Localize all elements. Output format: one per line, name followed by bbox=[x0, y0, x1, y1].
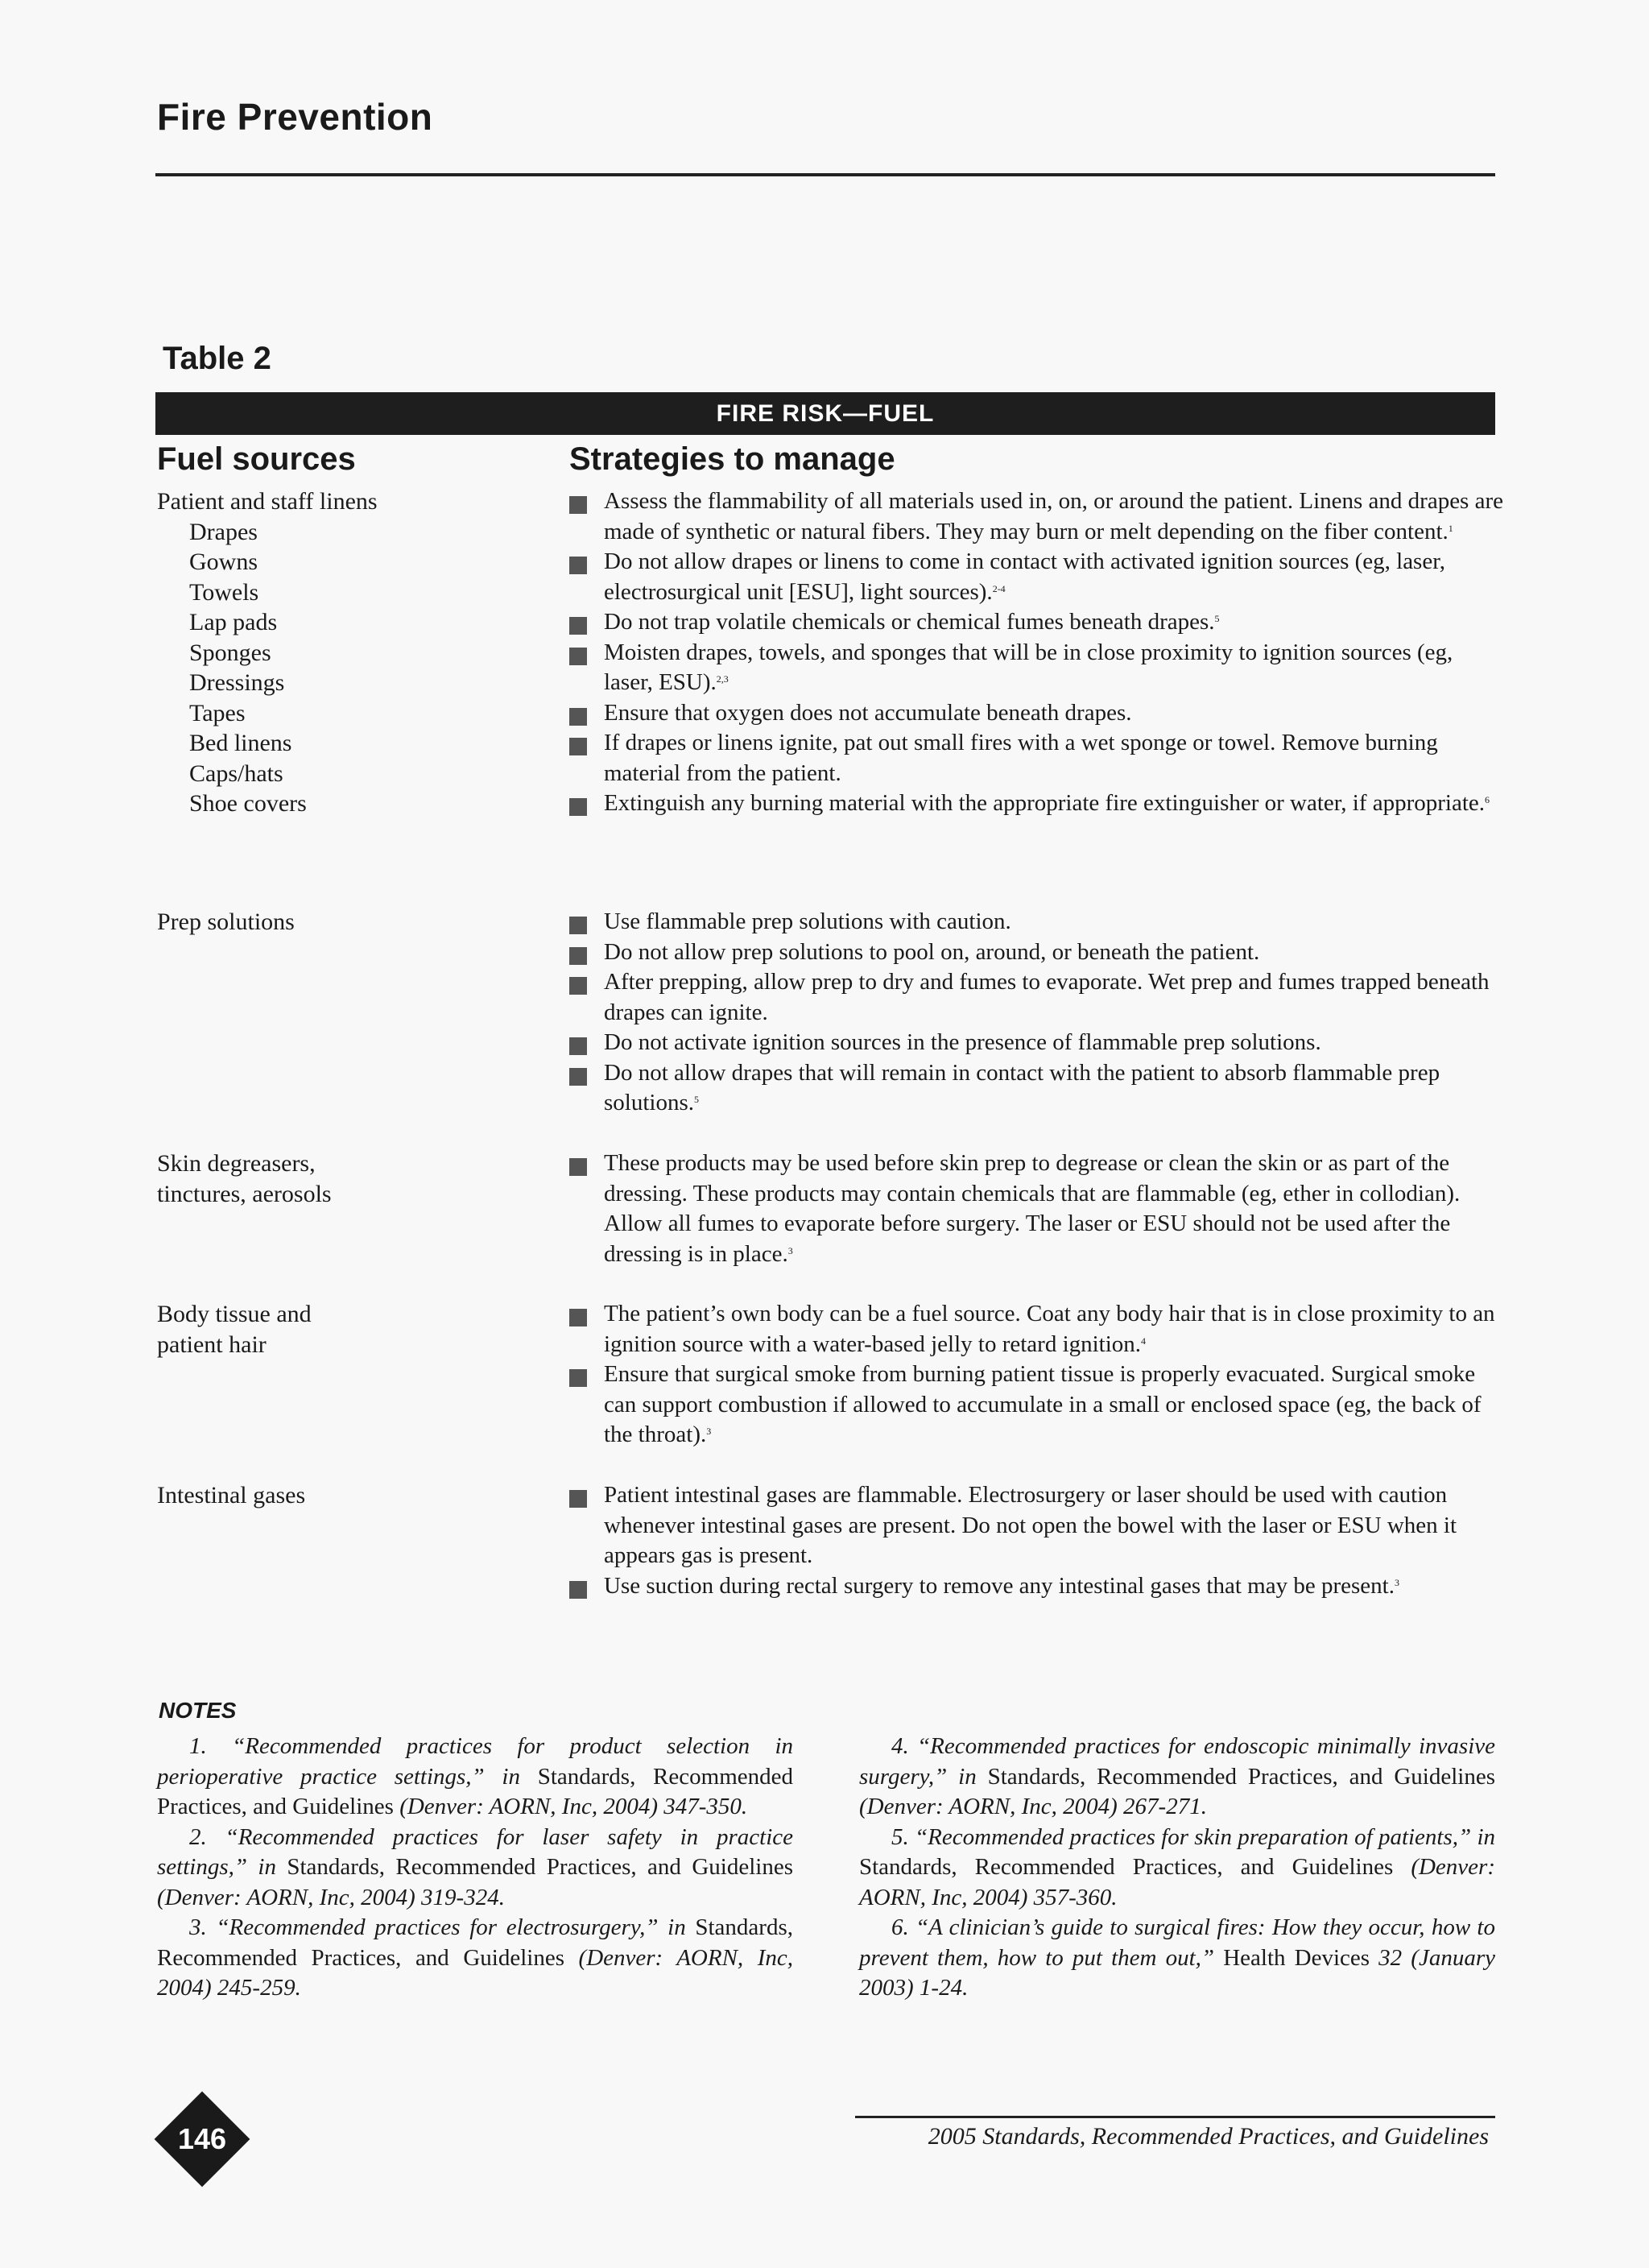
note-source: Standards, Recommended Practices, and Guidelines bbox=[157, 1763, 793, 1819]
section-title: Fire Prevention bbox=[157, 96, 433, 138]
strategy-text: Do not allow drapes or linens to come in contact with activated ignition sources (eg, laser, electrosurgical unit [ESU], light sources). bbox=[604, 548, 1445, 605]
note-title: 5. “Recommended practices for skin preparation of patients,” in bbox=[891, 1823, 1495, 1850]
fuel-source-label: Intestinal gases bbox=[157, 1482, 306, 1509]
fuel-source-cell bbox=[157, 486, 543, 819]
strategy-bullet-item bbox=[569, 788, 1503, 819]
page-number-badge bbox=[154, 2091, 250, 2187]
note-publication: (Denver: AORN, Inc, 2004) 347-350. bbox=[399, 1794, 748, 1819]
note-source: Standards, Recommended Practices, and Guidelines bbox=[987, 1763, 1495, 1790]
note-source: Standards, Recommended Practices, and Guidelines bbox=[859, 1854, 1411, 1880]
strategy-bullet-item bbox=[569, 1571, 1503, 1602]
fuel-source-subitem: Caps/hats bbox=[189, 759, 283, 787]
note-title: 3. “Recommended practices for electrosurgery,” in bbox=[189, 1914, 696, 1940]
fuel-source-cell bbox=[157, 1480, 543, 1511]
note-title: 6. “A clinician’s guide to surgical fires: How they occur, how to prevent them, how to put them out,” bbox=[859, 1914, 1495, 1971]
footer-divider bbox=[855, 2116, 1495, 2118]
column-header-fuel-sources: Fuel sources bbox=[157, 441, 356, 477]
note-source: Standards, Recommended Practices, and Guidelines bbox=[287, 1854, 793, 1880]
reference-note bbox=[157, 1732, 793, 1823]
fuel-source-cell bbox=[157, 907, 543, 937]
fuel-source-subitem: Towels bbox=[189, 578, 259, 606]
page-number: 146 bbox=[177, 2122, 227, 2155]
fuel-source-subitem: Dressings bbox=[189, 669, 285, 696]
strategy-bullet-item bbox=[569, 1148, 1503, 1269]
table-label: Table 2 bbox=[163, 341, 271, 376]
fuel-source-subitem: Bed linens bbox=[189, 730, 292, 756]
notes-column-left bbox=[157, 1732, 793, 2004]
strategy-bullet-item bbox=[569, 1480, 1503, 1571]
note-source: Health Devices bbox=[1223, 1944, 1379, 1971]
strategy-bullet-item bbox=[569, 1360, 1503, 1451]
strategy-bullet-item bbox=[569, 1058, 1503, 1119]
reference-note bbox=[859, 1913, 1495, 2004]
fuel-source-label: Prep solutions bbox=[157, 908, 295, 935]
fuel-source-subitem: Shoe covers bbox=[189, 790, 307, 817]
strategy-bullet-item bbox=[569, 698, 1503, 729]
reference-note bbox=[157, 1823, 793, 1914]
fuel-source-subitem: Tapes bbox=[189, 699, 246, 726]
fuel-source-label: Body tissue and bbox=[157, 1301, 312, 1327]
note-title: 2. “Recommended practices for laser safety in practice settings,” in bbox=[157, 1823, 793, 1880]
reference-superscript: 3 bbox=[1394, 1576, 1399, 1588]
notes-heading: NOTES bbox=[159, 1698, 237, 1723]
reference-superscript: 5 bbox=[694, 1094, 699, 1105]
note-title: 1. “Recommended practices for product selection in perioperative practice settings,” in bbox=[157, 1733, 793, 1790]
strategy-text: After prepping, allow prep to dry and fumes to evaporate. Wet prep and fumes trapped beneath drapes can ignite. bbox=[604, 969, 1490, 1025]
fuel-source-cell bbox=[157, 1148, 543, 1209]
strategy-text: Moisten drapes, towels, and sponges that will be in close proximity to ignition sources (eg, laser, ESU). bbox=[604, 639, 1453, 695]
strategy-text: Ensure that surgical smoke from burning patient tissue is properly evacuated. Surgical smoke can support combustion if allowed to accumulate in a small or enclosed space (eg, the back of the throat). bbox=[604, 1361, 1482, 1447]
strategy-text: Do not allow prep solutions to pool on, around, or beneath the patient. bbox=[604, 938, 1260, 965]
strategies-list bbox=[569, 1148, 1503, 1269]
strategy-text: The patient’s own body can be a fuel source. Coat any body hair that is in close proximity to an ignition source with a water-based jelly to retard ignition. bbox=[604, 1301, 1495, 1357]
strategy-text: Assess the flammability of all materials used in, on, or around the patient. Linens and drapes are made of synthetic or natural fibers. They may burn or melt depending on the fiber content. bbox=[604, 488, 1503, 544]
strategy-bullet-item bbox=[569, 607, 1503, 638]
fuel-source-subitem: Lap pads bbox=[189, 609, 278, 635]
fuel-source-subitem: Sponges bbox=[189, 639, 271, 666]
strategy-bullet-item bbox=[569, 638, 1503, 698]
strategy-text: Ensure that oxygen does not accumulate beneath drapes. bbox=[604, 699, 1132, 726]
strategies-list bbox=[569, 907, 1503, 1119]
note-publication: 32 (January 2003) 1-24. bbox=[859, 1944, 1495, 2001]
strategy-bullet-item bbox=[569, 937, 1503, 968]
strategy-bullet-item bbox=[569, 486, 1503, 547]
reference-superscript: 3 bbox=[706, 1426, 712, 1437]
strategy-bullet-item bbox=[569, 1299, 1503, 1360]
fuel-source-subitem: Gowns bbox=[189, 548, 258, 575]
note-publication: (Denver: AORN, Inc, 2004) 245-259. bbox=[157, 1944, 793, 2001]
note-publication: (Denver: AORN, Inc, 2004) 267-271. bbox=[859, 1794, 1207, 1819]
note-publication: (Denver: AORN, Inc, 2004) 319-324. bbox=[157, 1884, 505, 1910]
reference-superscript: 2,3 bbox=[716, 673, 729, 685]
strategy-text: If drapes or linens ignite, pat out small fires with a wet sponge or towel. Remove burning material from the patient. bbox=[604, 730, 1438, 786]
reference-note bbox=[859, 1823, 1495, 1914]
strategies-list bbox=[569, 486, 1503, 819]
reference-superscript: 4 bbox=[1141, 1335, 1147, 1347]
strategies-list bbox=[569, 1480, 1503, 1601]
header-divider bbox=[155, 173, 1495, 176]
note-publication: (Denver: AORN, Inc, 2004) 357-360. bbox=[859, 1854, 1495, 1910]
strategies-list bbox=[569, 1299, 1503, 1451]
reference-superscript: 2-4 bbox=[992, 582, 1006, 594]
fuel-source-label: tinctures, aerosols bbox=[157, 1180, 332, 1207]
notes-column-right bbox=[859, 1732, 1495, 2004]
reference-superscript: 6 bbox=[1485, 794, 1490, 805]
reference-superscript: 5 bbox=[1214, 613, 1220, 624]
strategy-text: Do not trap volatile chemicals or chemical fumes beneath drapes. bbox=[604, 609, 1215, 635]
reference-superscript: 1 bbox=[1448, 522, 1453, 534]
strategy-text: Extinguish any burning material with the appropriate fire extinguisher or water, if appropriate. bbox=[604, 790, 1486, 816]
strategy-text: Do not allow drapes that will remain in contact with the patient to absorb flammable prep solutions. bbox=[604, 1059, 1440, 1115]
fuel-source-cell bbox=[157, 1299, 543, 1360]
strategy-text: Use flammable prep solutions with caution. bbox=[604, 908, 1011, 934]
strategy-text: These products may be used before skin prep to degrease or clean the skin or as part of the dressing. These products may contain chemicals that are flammable (eg, ether in collodian). Allow all fumes to evaporate before surgery. The laser or ESU should not be used after the dressing is in place. bbox=[604, 1150, 1461, 1267]
fuel-source-label: Skin degreasers, bbox=[157, 1150, 316, 1177]
column-header-strategies: Strategies to manage bbox=[569, 441, 895, 477]
fuel-source-label: patient hair bbox=[157, 1331, 267, 1358]
strategy-bullet-item bbox=[569, 728, 1503, 788]
fuel-source-label: Patient and staff linens bbox=[157, 488, 378, 515]
fuel-source-subitem: Drapes bbox=[189, 518, 258, 545]
strategy-text: Patient intestinal gases are flammable. Electrosurgery or laser should be used with caution whenever intestinal gases are present. Do not open the bowel with the laser or ESU when it appears gas is present. bbox=[604, 1482, 1457, 1568]
strategy-text: Use suction during rectal surgery to remove any intestinal gases that may be present. bbox=[604, 1572, 1395, 1599]
strategy-bullet-item bbox=[569, 907, 1503, 937]
footer-publication: 2005 Standards, Recommended Practices, and Guidelines bbox=[928, 2123, 1489, 2150]
strategy-bullet-item bbox=[569, 547, 1503, 607]
reference-note bbox=[157, 1913, 793, 2004]
note-title: 4. “Recommended practices for endoscopic minimally invasive surgery,” in bbox=[859, 1733, 1495, 1790]
reference-note bbox=[859, 1732, 1495, 1823]
note-source: Standards, Recommended Practices, and Guidelines bbox=[157, 1914, 793, 1971]
strategy-text: Do not activate ignition sources in the presence of flammable prep solutions. bbox=[604, 1029, 1321, 1055]
table-title-bar: FIRE RISK—FUEL bbox=[155, 392, 1495, 435]
strategy-bullet-item bbox=[569, 967, 1503, 1028]
strategy-bullet-item bbox=[569, 1028, 1503, 1058]
reference-superscript: 3 bbox=[787, 1244, 793, 1256]
